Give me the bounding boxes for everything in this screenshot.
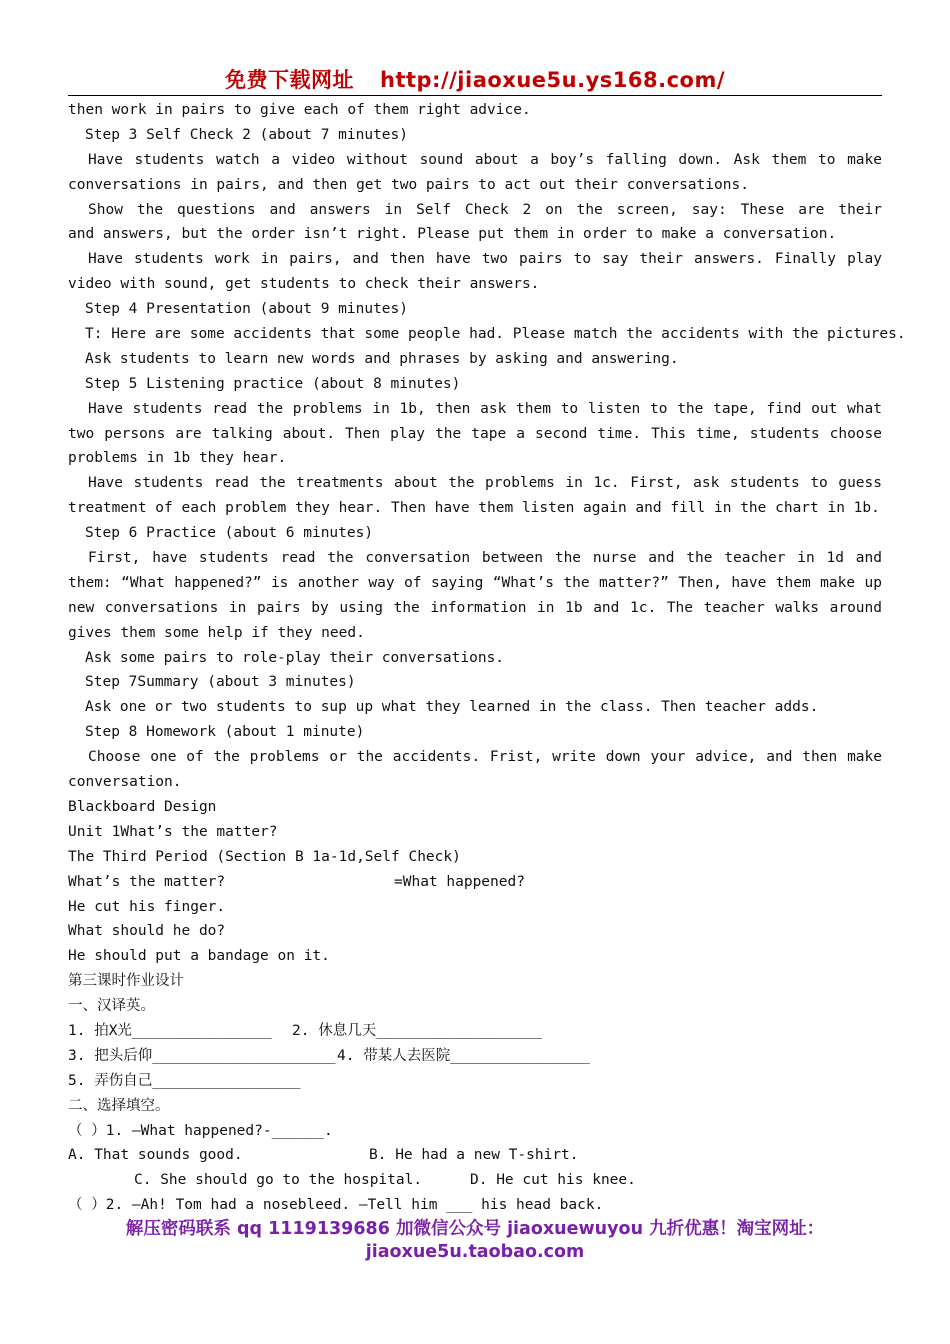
text-line: Show the questions and answers in Self Check 2 on the screen, say: These are their bbox=[88, 201, 882, 218]
text-line: video with sound, get students to check their answers. bbox=[68, 276, 540, 293]
text-line: T: Here are some accidents that some people had. Please match the accidents with the pictures. bbox=[85, 326, 906, 343]
text-line: He should put a bandage on it. bbox=[68, 948, 330, 965]
step-heading: Step 8 Homework (about 1 minute) bbox=[85, 724, 365, 741]
exercise-item bbox=[68, 1044, 882, 1069]
exercise-blank: 3. 把头后仰_____________________ bbox=[68, 1047, 336, 1064]
text-line: Have students watch a video without sound about a boy’s falling down. Ask them to make bbox=[88, 151, 882, 168]
step-heading: Step 5 Listening practice (about 8 minutes) bbox=[85, 375, 461, 392]
page-header bbox=[0, 64, 950, 94]
text-line: new conversations in pairs by using the information in 1b and 1c. The teacher walks around bbox=[68, 599, 882, 616]
exercise-blank: 1. 拍X光________________ bbox=[68, 1022, 272, 1039]
text-line: Unit 1What’s the matter? bbox=[68, 823, 278, 840]
footer-shop-link[interactable]: jiaoxue5u.taobao.com bbox=[365, 1242, 585, 1262]
text-line: problems in 1b they hear. bbox=[68, 450, 287, 467]
option-row bbox=[68, 1143, 882, 1168]
text-line: two persons are talking about. Then play the tape a second time. This time, students choose bbox=[68, 425, 882, 442]
option-a: A. That sounds good. bbox=[68, 1147, 243, 1164]
step-heading: Step 4 Presentation (about 9 minutes) bbox=[85, 301, 409, 318]
footer-contact: 解压密码联系 qq 1119139686 加微信公众号 jiaoxuewuyou 九折优惠！淘宝网址： bbox=[125, 1219, 825, 1239]
header-title: 免费下载网址 bbox=[225, 68, 354, 92]
page-footer bbox=[0, 1218, 950, 1264]
text-line: Have students read the problems in 1b, then ask them to listen to the tape, find out what bbox=[88, 400, 882, 417]
exercise-item: 5. 弄伤自己_________________ bbox=[68, 1072, 301, 1089]
text-line: then work in pairs to give each of them right advice. bbox=[68, 102, 531, 118]
step-heading: Step 3 Self Check 2 (about 7 minutes) bbox=[85, 126, 409, 143]
text-line: Ask one or two students to sup up what they learned in the class. Then teacher adds. bbox=[85, 699, 819, 716]
text-line: What should he do? bbox=[68, 923, 226, 940]
text-line: He cut his finger. bbox=[68, 898, 226, 915]
section-heading: Blackboard Design bbox=[68, 798, 217, 815]
question-item: （ ）2. –Ah! Tom had a nosebleed. –Tell him ___ his head back. bbox=[68, 1197, 604, 1214]
text-line: Have students read the treatments about the problems in 1c. First, ask students to guess bbox=[88, 475, 882, 492]
text-line: Ask students to learn new words and phrases by asking and answering. bbox=[85, 350, 679, 367]
text-line: conversation. bbox=[68, 774, 182, 791]
exercise-heading: 一、汉译英。 bbox=[68, 998, 155, 1015]
text-line: The Third Period (Section B 1a-1d,Self Check) bbox=[68, 848, 461, 865]
exercise-blank: 2. 休息几天___________________ bbox=[292, 1022, 543, 1039]
text-line: Choose one of the problems or the accidents. Frist, write down your advice, and then make bbox=[88, 749, 882, 766]
exercise-blank: 4. 带某人去医院________________ bbox=[337, 1047, 590, 1064]
text-line: Ask some pairs to role-play their conversations. bbox=[85, 649, 505, 666]
header-url-link[interactable]: http://jiaoxue5u.ys168.com/ bbox=[380, 68, 725, 92]
option-row bbox=[68, 1168, 882, 1193]
board-question: What’s the matter? bbox=[68, 873, 226, 890]
step-heading: Step 6 Practice (about 6 minutes) bbox=[85, 525, 374, 542]
text-line: treatment of each problem they hear. Then have them listen again and fill in the chart in 1b. bbox=[68, 500, 880, 517]
text-line: Have students work in pairs, and then have two pairs to say their answers. Finally play bbox=[88, 251, 882, 268]
text-line: First, have students read the conversation between the nurse and the teacher in 1d and bbox=[88, 550, 882, 567]
exercise-heading: 二、选择填空。 bbox=[68, 1097, 170, 1114]
option-b: B. He had a new T-shirt. bbox=[369, 1147, 579, 1164]
section-heading: 第三课时作业设计 bbox=[68, 973, 184, 990]
text-line: conversations in pairs, and then get two pairs to act out their conversations. bbox=[68, 176, 749, 193]
step-heading: Step 7Summary (about 3 minutes) bbox=[85, 674, 356, 691]
option-c: C. She should go to the hospital. bbox=[134, 1172, 423, 1189]
text-line bbox=[68, 870, 882, 895]
exercise-item bbox=[68, 1019, 882, 1044]
text-line: gives them some help if they need. bbox=[68, 624, 365, 641]
header-divider bbox=[68, 95, 882, 96]
option-d: D. He cut his knee. bbox=[470, 1172, 636, 1189]
text-line: them: “What happened?” is another way of saying “What’s the matter?” Then, have them make up bbox=[68, 574, 882, 591]
text-line: and answers, but the order isn’t right. Please put them in order to make a conversation. bbox=[68, 226, 837, 243]
document-body bbox=[68, 98, 906, 1218]
board-equivalent: =What happened? bbox=[394, 873, 525, 890]
question-item: （ ）1. –What happened?-______. bbox=[68, 1122, 333, 1139]
